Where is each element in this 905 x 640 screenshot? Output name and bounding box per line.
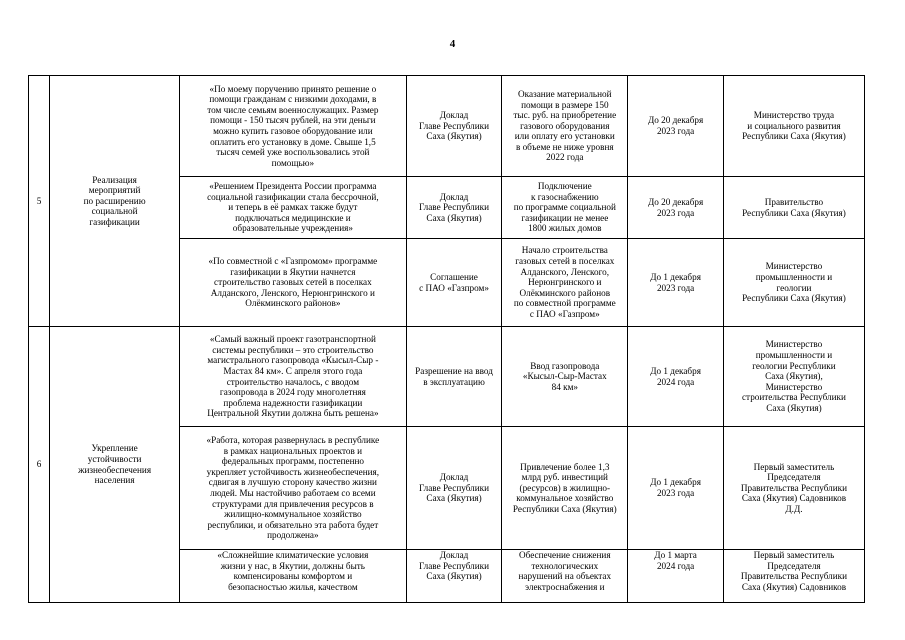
responsible-cell	[723, 239, 864, 327]
document-text: Соглашение с ПАО «Газпром»	[419, 271, 489, 293]
result-cell	[502, 239, 628, 327]
quote-cell	[180, 76, 407, 177]
document-cell	[406, 427, 502, 550]
document-text: Доклад Главе Республики Саха (Якутия)	[419, 191, 490, 223]
deadline-text: До 20 декабря 2023 года	[647, 115, 704, 136]
result-cell	[502, 550, 628, 603]
deadline-text: До 1 декабря 2023 года	[650, 271, 701, 293]
responsible-text: Министерство труда и социального развития Республики Саха (Якутия)	[742, 110, 846, 142]
deadline-text: До 1 декабря 2023 года	[650, 477, 701, 498]
document-cell	[406, 550, 502, 603]
direction-text: Укрепление устойчивости жизнеобеспечения населения	[78, 443, 152, 486]
quote-cell	[180, 177, 407, 239]
result-text: Ввод газопровода «Кысыл-Сыр-Мастах 84 км»	[522, 360, 607, 392]
result-cell	[502, 177, 628, 239]
quote-text: «Самый важный проект газотранспортной системы республики – это строительство магистрального газопровода «Кысыл-Сыр - Мастах 84 км». С апреля этого года строительство началось, с вводом газопровода в 2024 году многолетняя проблема надежности газификации Центральной Якутии должна быть решена»	[207, 334, 379, 419]
quote-text: «По моему поручению принято решение о помощи гражданам с низкими доходами, в том числе семьям военнослужащих. Размер помощи - 150 тысяч рублей, на эти деньги можно купить газовое оборудование или оплатить его установку в доме. Свыше 1,5 тысяч семей уже воспользовались этой помощью»	[207, 83, 379, 168]
deadline-cell	[628, 327, 724, 427]
result-text: Обеспечение снижения технологических нарушений на объектах электроснабжения и	[518, 550, 612, 592]
responsible-text: Министерство промышленности и геологии Республики Саха (Якутия), Министерство строительства Республики Саха (Якутия)	[741, 339, 846, 413]
responsible-cell	[723, 76, 864, 177]
deadline-text: До 20 декабря 2023 года	[647, 196, 704, 218]
result-cell	[502, 327, 628, 427]
deadline-cell	[628, 76, 724, 177]
responsible-text: Министерство промышленности и геологии Республики Саха (Якутия)	[742, 261, 846, 304]
responsible-cell	[723, 327, 864, 427]
quote-text: «Решением Президента России программа социальной газификации стала бессрочной, и теперь в её рамках также будут подключаться медицинские и образовательные учреждения»	[207, 181, 379, 234]
responsible-text: Правительство Республики Саха (Якутия)	[742, 196, 846, 218]
table-row	[29, 327, 865, 427]
document-cell	[406, 76, 502, 177]
result-text: Начало строительства газовых сетей в поселках Алданского, Ленского, Нерюнгринского и Олёкминского районов по совместной программе с ПАО «Газпром»	[513, 245, 616, 319]
result-text: Подключение к газоснабжению по программе социальной газификации не менее 1800 жилых домов	[513, 181, 616, 234]
quote-cell	[180, 427, 407, 550]
direction-cell	[50, 76, 180, 327]
responsible-text: Первый заместитель Председателя Правительства Республики Саха (Якутия) Садовников	[740, 550, 848, 592]
deadline-cell	[628, 177, 724, 239]
quote-cell	[180, 550, 407, 603]
result-text: Привлечение более 1,3 млрд руб. инвестиций (ресурсов) в жилищно- коммунальное хозяйство Республики Саха (Якутия)	[512, 461, 617, 514]
document-text: Доклад Главе Республики Саха (Якутия)	[419, 550, 490, 582]
table-row	[29, 76, 865, 177]
deadline-cell	[628, 550, 724, 603]
result-cell	[502, 76, 628, 177]
quote-text: «Сложнейшие климатические условия жизни у нас, в Якутии, должны быть компенсированы комфортом и безопасностью жилья, качеством	[217, 550, 369, 592]
document-cell	[406, 239, 502, 327]
deadline-cell	[628, 427, 724, 550]
item-number: 5	[36, 195, 42, 206]
quote-cell	[180, 327, 407, 427]
item-number-cell	[29, 327, 50, 603]
direction-cell	[50, 327, 180, 603]
document-cell	[406, 177, 502, 239]
document-cell	[406, 327, 502, 427]
deadline-text: До 1 декабря 2024 года	[650, 365, 701, 387]
responsible-cell	[723, 550, 864, 603]
deadline-cell	[628, 239, 724, 327]
result-cell	[502, 427, 628, 550]
action-plan-table	[28, 75, 865, 603]
result-text: Оказание материальной помощи в размере 150 тыс. руб. на приобретение газового оборудования или оплату его установки в объеме не ниже уровня 2022 года	[513, 88, 617, 163]
quote-text: «Работа, которая развернулась в республике в рамках национальных проектов и федеральных программ, постепенно укрепляет устойчивость жизнеобеспечения, сдвигая в лучшую сторону качество жизни людей. Мы настойчиво работаем со всеми структурами для привлечения ресурсов в жилищно-коммунальное хозяйство республики, и обязательно эта работа будет продолжена»	[206, 435, 380, 541]
responsible-cell	[723, 427, 864, 550]
direction-text: Реализация мероприятий по расширению социальной газификации	[83, 174, 146, 227]
responsible-cell	[723, 177, 864, 239]
deadline-text: До 1 марта 2024 года	[654, 550, 697, 571]
document-text: Доклад Главе Республики Саха (Якутия)	[419, 472, 490, 504]
item-number: 6	[36, 459, 42, 470]
item-number-cell	[29, 76, 50, 327]
document-text: Разрешение на ввод в эксплуатацию	[415, 365, 493, 387]
responsible-text: Первый заместитель Председателя Правительства Республики Саха (Якутия) Садовников Д.Д.	[740, 461, 848, 514]
quote-text: «По совместной с «Газпромом» программе газификации в Якутии начнется строительство газовых сетей в поселках Алданского, Ленского, Нерюнгринского и Олёкминского районов»	[208, 256, 378, 309]
quote-cell	[180, 239, 407, 327]
page-number: 4	[449, 38, 456, 50]
document-text: Доклад Главе Республики Саха (Якутия)	[419, 110, 490, 142]
